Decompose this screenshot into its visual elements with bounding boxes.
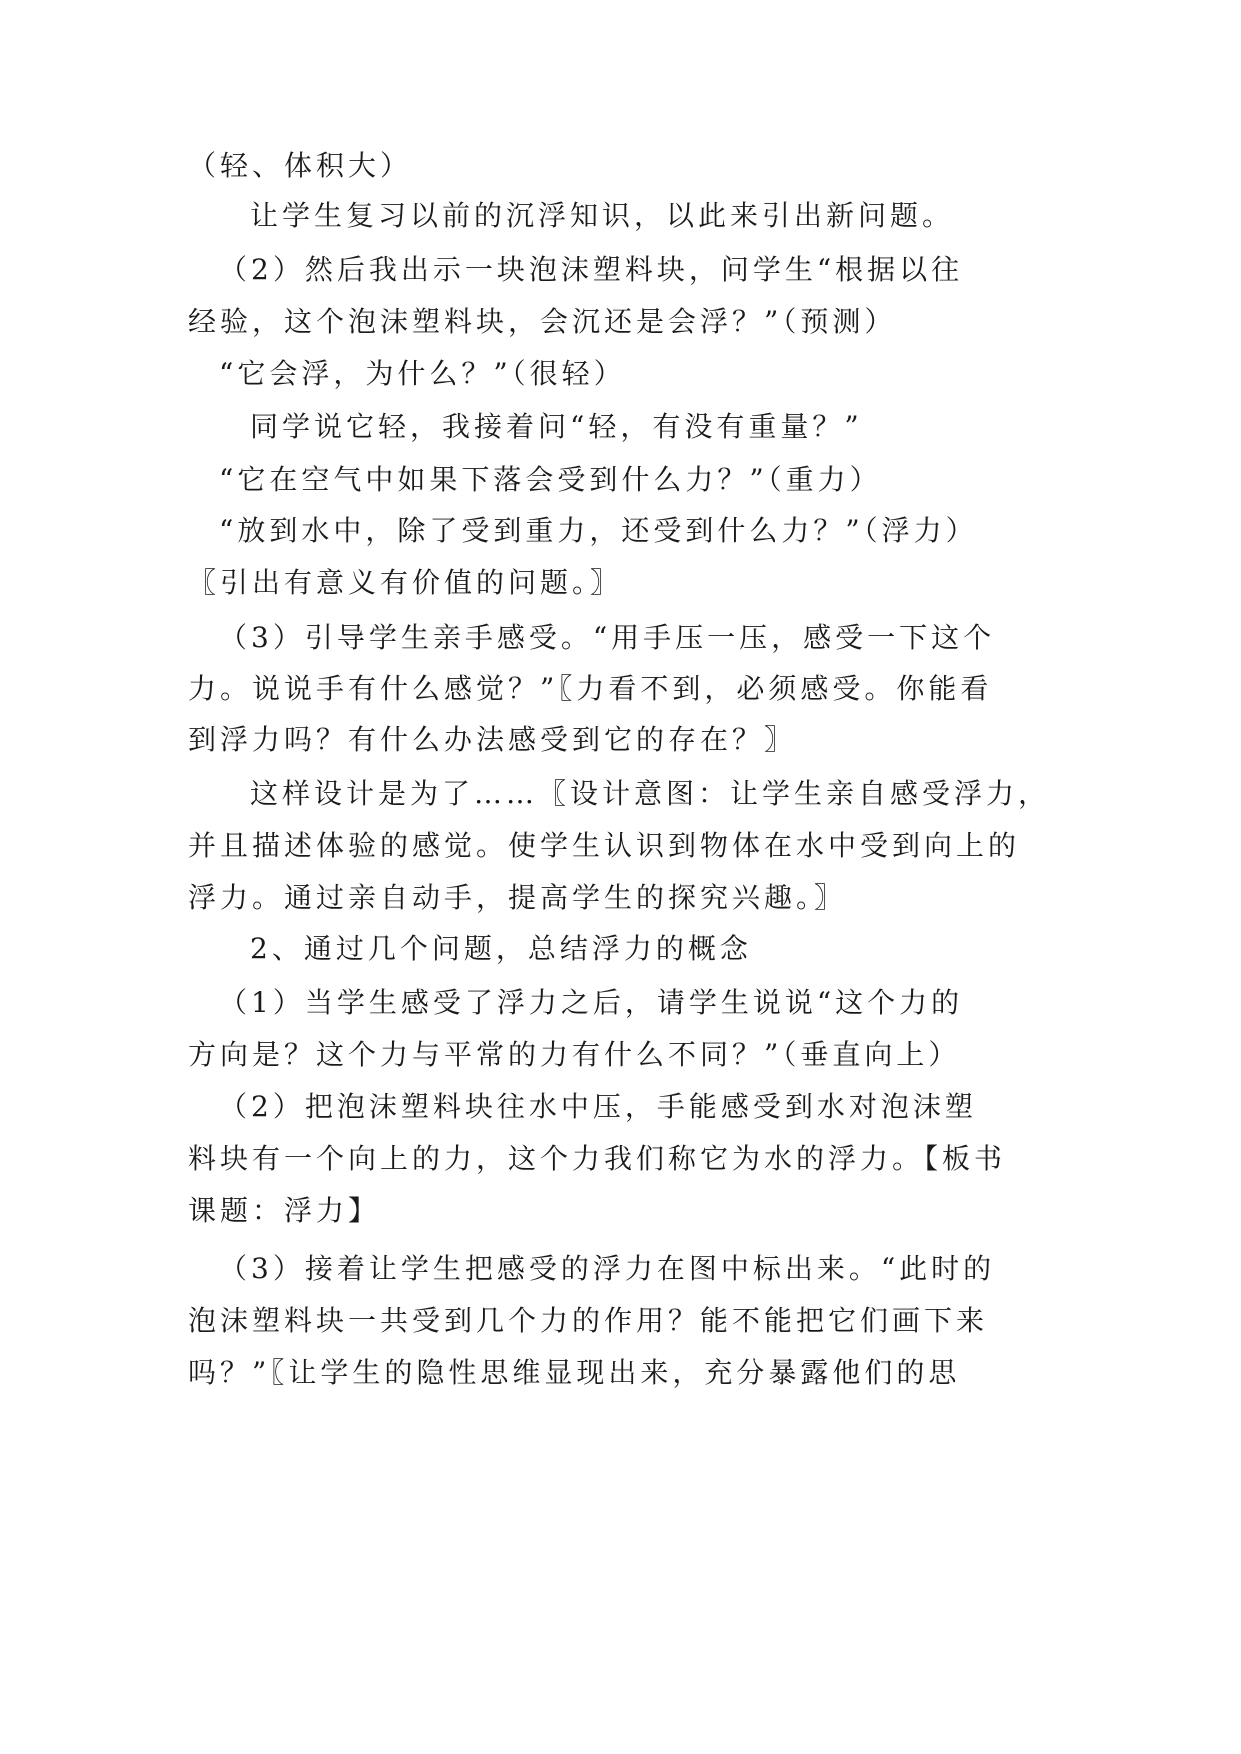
text-line-2: 让学生复习以前的沉浮知识，以此来引出新问题。 <box>250 199 955 232</box>
text-line-13: 这样设计是为了……〖设计意图：让学生亲自感受浮力， <box>250 777 1051 810</box>
text-line-4: 经验，这个泡沫塑料块，会沉还是会浮？”（预测） <box>188 305 897 338</box>
text-line-15: 浮力。通过亲自动手，提高学生的探究兴趣。〗 <box>188 881 847 914</box>
text-line-1: （轻、体积大） <box>188 149 413 182</box>
text-line-16: 2、通过几个问题，总结浮力的概念 <box>250 932 752 965</box>
text-line-10: （3）引导学生亲手感受。“用手压一压，感受一下这个 <box>219 621 996 654</box>
text-line-11: 力。说说手有什么感觉？”〖力看不到，必须感受。你能看 <box>188 672 993 705</box>
text-line-20: 料块有一个向上的力，这个力我们称它为水的浮力。【板书 <box>188 1142 1007 1175</box>
text-line-12: 到浮力吗？有什么办法感受到它的存在？〗 <box>188 723 797 756</box>
text-line-3: （2）然后我出示一块泡沫塑料块，问学生“根据以往 <box>219 253 964 286</box>
text-line-7: “它在空气中如果下落会受到什么力？”（重力） <box>219 463 882 496</box>
text-line-5: “它会浮，为什么？”（很轻） <box>219 357 626 390</box>
text-line-22: （3）接着让学生把感受的浮力在图中标出来。“此时的 <box>219 1252 996 1285</box>
text-line-9: 〖引出有意义有价值的问题。〗 <box>188 566 623 599</box>
text-line-19: （2）把泡沫塑料块往水中压，手能感受到水对泡沫塑 <box>219 1090 977 1123</box>
text-line-18: 方向是？这个力与平常的力有什么不同？”（垂直向上） <box>188 1038 961 1071</box>
text-line-8: “放到水中，除了受到重力，还受到什么力？”（浮力） <box>219 514 978 547</box>
text-line-23: 泡沫塑料块一共受到几个力的作用？能不能把它们画下来 <box>188 1304 989 1337</box>
text-line-14: 并且描述体验的感觉。使学生认识到物体在水中受到向上的 <box>188 829 1021 862</box>
text-line-21: 课题：浮力】 <box>188 1194 381 1227</box>
text-line-17: （1）当学生感受了浮力之后，请学生说说“这个力的 <box>219 986 964 1019</box>
text-line-24: 吗？”〖让学生的隐性思维显现出来，充分暴露他们的思 <box>188 1356 961 1389</box>
text-line-6: 同学说它轻，我接着问“轻，有没有重量？” <box>250 410 863 443</box>
